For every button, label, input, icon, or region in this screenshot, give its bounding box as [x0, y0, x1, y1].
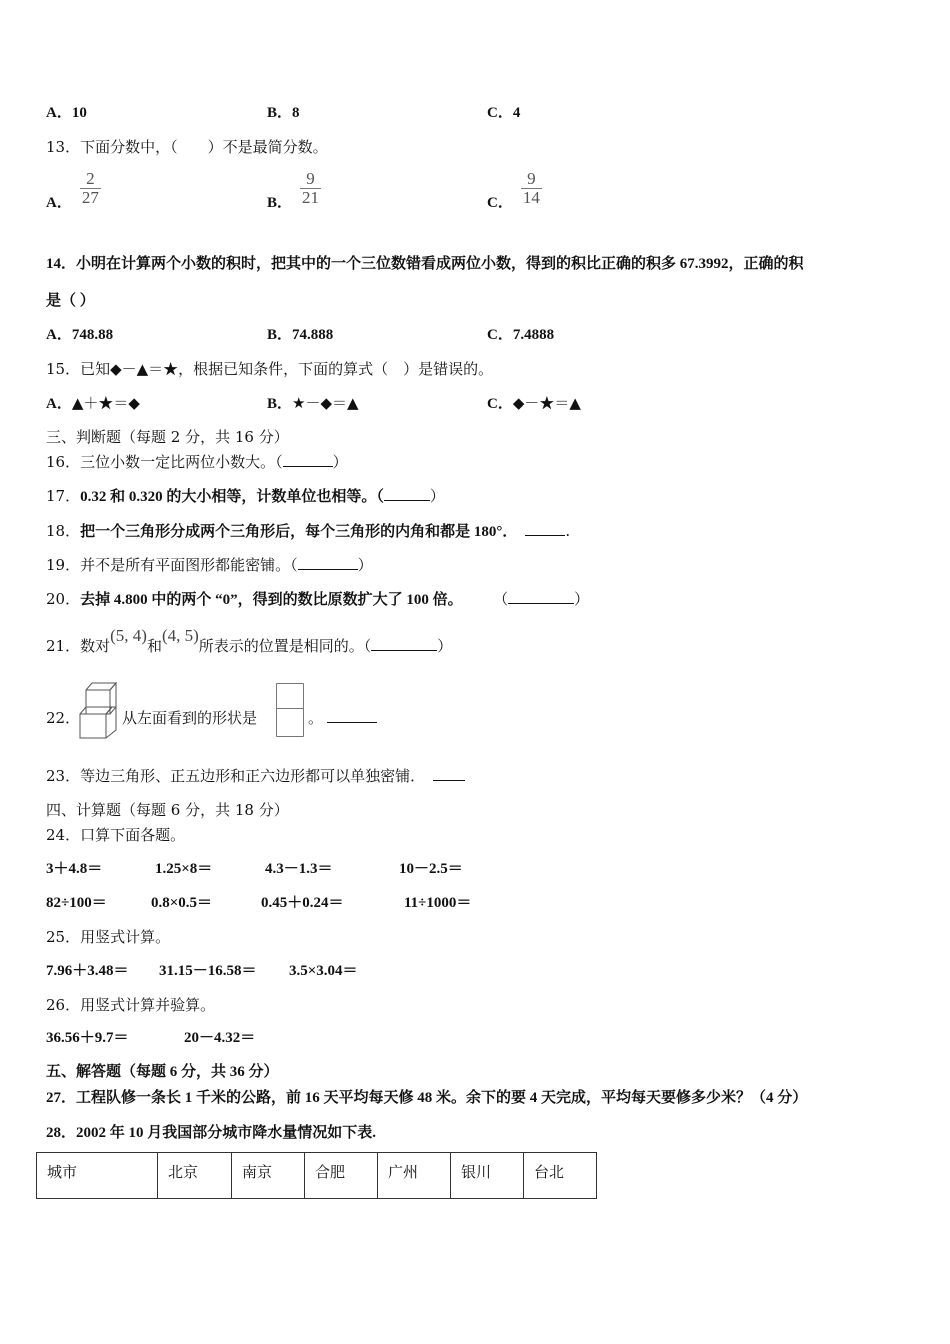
- question-25: 25．用竖式计算。: [46, 928, 171, 946]
- answer-blank[interactable]: [433, 766, 465, 781]
- table-cell: 城市: [37, 1153, 158, 1199]
- fraction: $\frac{2}{27}$: [81, 169, 99, 207]
- table-cell: 银川: [451, 1153, 524, 1199]
- calc-item: 82÷100＝: [46, 895, 107, 911]
- calc-item: 3.5×3.04＝: [289, 963, 358, 979]
- answer-blank[interactable]: [525, 521, 565, 536]
- stacked-cubes-figure: [78, 680, 120, 740]
- left-view-figure: [276, 683, 304, 737]
- calc-item: 3＋4.8＝: [46, 861, 103, 877]
- q14-option-c: C．7.4888: [487, 327, 555, 343]
- answer-blank[interactable]: [327, 708, 377, 723]
- q13-option-b: B． $\frac{9}{21}$: [267, 169, 320, 211]
- calc-item: 7.96＋3.48＝: [46, 963, 129, 979]
- answer-blank[interactable]: [384, 486, 430, 501]
- calc-item: 20－4.32＝: [184, 1030, 256, 1046]
- table-cell: 北京: [158, 1153, 232, 1199]
- section-4-title: 四、计算题（每题 6 分，共 18 分）: [46, 801, 289, 819]
- q14-option-b: B．74.888: [267, 327, 334, 343]
- q15-option-b: B．★－◆＝▲: [267, 394, 359, 412]
- calc-item: 31.15－16.58＝: [159, 963, 257, 979]
- question-16: 16．三位小数一定比两位小数大。（ ）: [46, 453, 348, 471]
- question-15: 15．已知◆－▲＝★，根据已知条件，下面的算式（ ）是错误的。: [46, 360, 494, 378]
- table-cell: 合肥: [305, 1153, 378, 1199]
- table-row: [37, 1153, 597, 1199]
- calc-item: 10－2.5＝: [399, 861, 463, 877]
- question-14-cont: 是（ ）: [46, 293, 95, 309]
- q12-option-a: A．10: [46, 105, 87, 121]
- question-24: 24．口算下面各题。: [46, 826, 186, 844]
- question-14: 14．小明在计算两个小数的积时，把其中的一个三位数错看成两位小数，得到的积比正确的积多 67.3992，正确的积: [46, 256, 804, 272]
- coordinate-pair: (4, 5): [161, 626, 199, 645]
- table-cell: 广州: [378, 1153, 451, 1199]
- coordinate-pair: (5, 4): [110, 626, 147, 645]
- answer-blank[interactable]: [371, 636, 437, 651]
- rainfall-table: [36, 1152, 597, 1199]
- q12-option-c: C．4: [487, 105, 521, 121]
- q15-option-a: A．▲＋★＝◆: [46, 394, 140, 412]
- q15-option-c: C．◆－★＝▲: [487, 394, 581, 412]
- fraction: $\frac{9}{14}$: [522, 169, 540, 207]
- q14-option-a: A．748.88: [46, 327, 114, 343]
- table-cell: 台北: [524, 1153, 597, 1199]
- table-cell: 南京: [232, 1153, 305, 1199]
- section-5-title: 五、解答题（每题 6 分，共 36 分）: [46, 1064, 279, 1080]
- question-19: 19．并不是所有平面图形都能密铺。（ ）: [46, 556, 373, 574]
- calc-item: 36.56＋9.7＝: [46, 1030, 129, 1046]
- calc-item: 0.45＋0.24＝: [261, 895, 344, 911]
- fraction: $\frac{9}{21}$: [302, 169, 320, 207]
- question-22-text: 从左面看到的形状是: [122, 709, 258, 727]
- calc-item: 11÷1000＝: [404, 895, 472, 911]
- answer-blank[interactable]: [283, 452, 333, 467]
- question-26: 26．用竖式计算并验算。: [46, 996, 216, 1014]
- question-23: 23．等边三角形、正五边形和正六边形都可以单独密铺．: [46, 766, 465, 786]
- question-21: 21．数对(5, 4)和(4, 5)所表示的位置是相同的。（ ）: [46, 626, 453, 655]
- calc-item: 4.3－1.3＝: [265, 861, 333, 877]
- q12-option-b: B．8: [267, 105, 300, 121]
- question-22-number: 22．: [46, 709, 81, 727]
- calc-item: 0.8×0.5＝: [151, 895, 213, 911]
- question-28: 28．2002 年 10 月我国部分城市降水量情况如下表.: [46, 1125, 377, 1141]
- question-13: 13．下面分数中，（ ）不是最简分数。: [46, 138, 328, 156]
- section-3-title: 三、判断题（每题 2 分，共 16 分）: [46, 428, 289, 446]
- question-27: 27．工程队修一条长 1 千米的公路，前 16 天平均每天修 48 米。余下的要 4 天完成，平均每天要修多少米？（4 分）: [46, 1090, 808, 1106]
- question-20: 20．去掉 4.800 中的两个 “0”，得到的数比原数扩大了 100 倍。 （ ）: [46, 590, 590, 608]
- q13-option-c: C． $\frac{9}{14}$: [487, 169, 540, 211]
- answer-blank[interactable]: [298, 555, 358, 570]
- q13-option-a: A． $\frac{2}{27}$: [46, 169, 99, 211]
- calc-item: 1.25×8＝: [155, 861, 213, 877]
- answer-blank[interactable]: [508, 589, 574, 604]
- question-18: 18．把一个三角形分成两个三角形后，每个三角形的内角和都是 180°． .: [46, 522, 571, 540]
- question-17: 17．0.32 和 0.320 的大小相等，计数单位也相等。（ ）: [46, 487, 445, 505]
- question-22-end: 。: [308, 708, 377, 728]
